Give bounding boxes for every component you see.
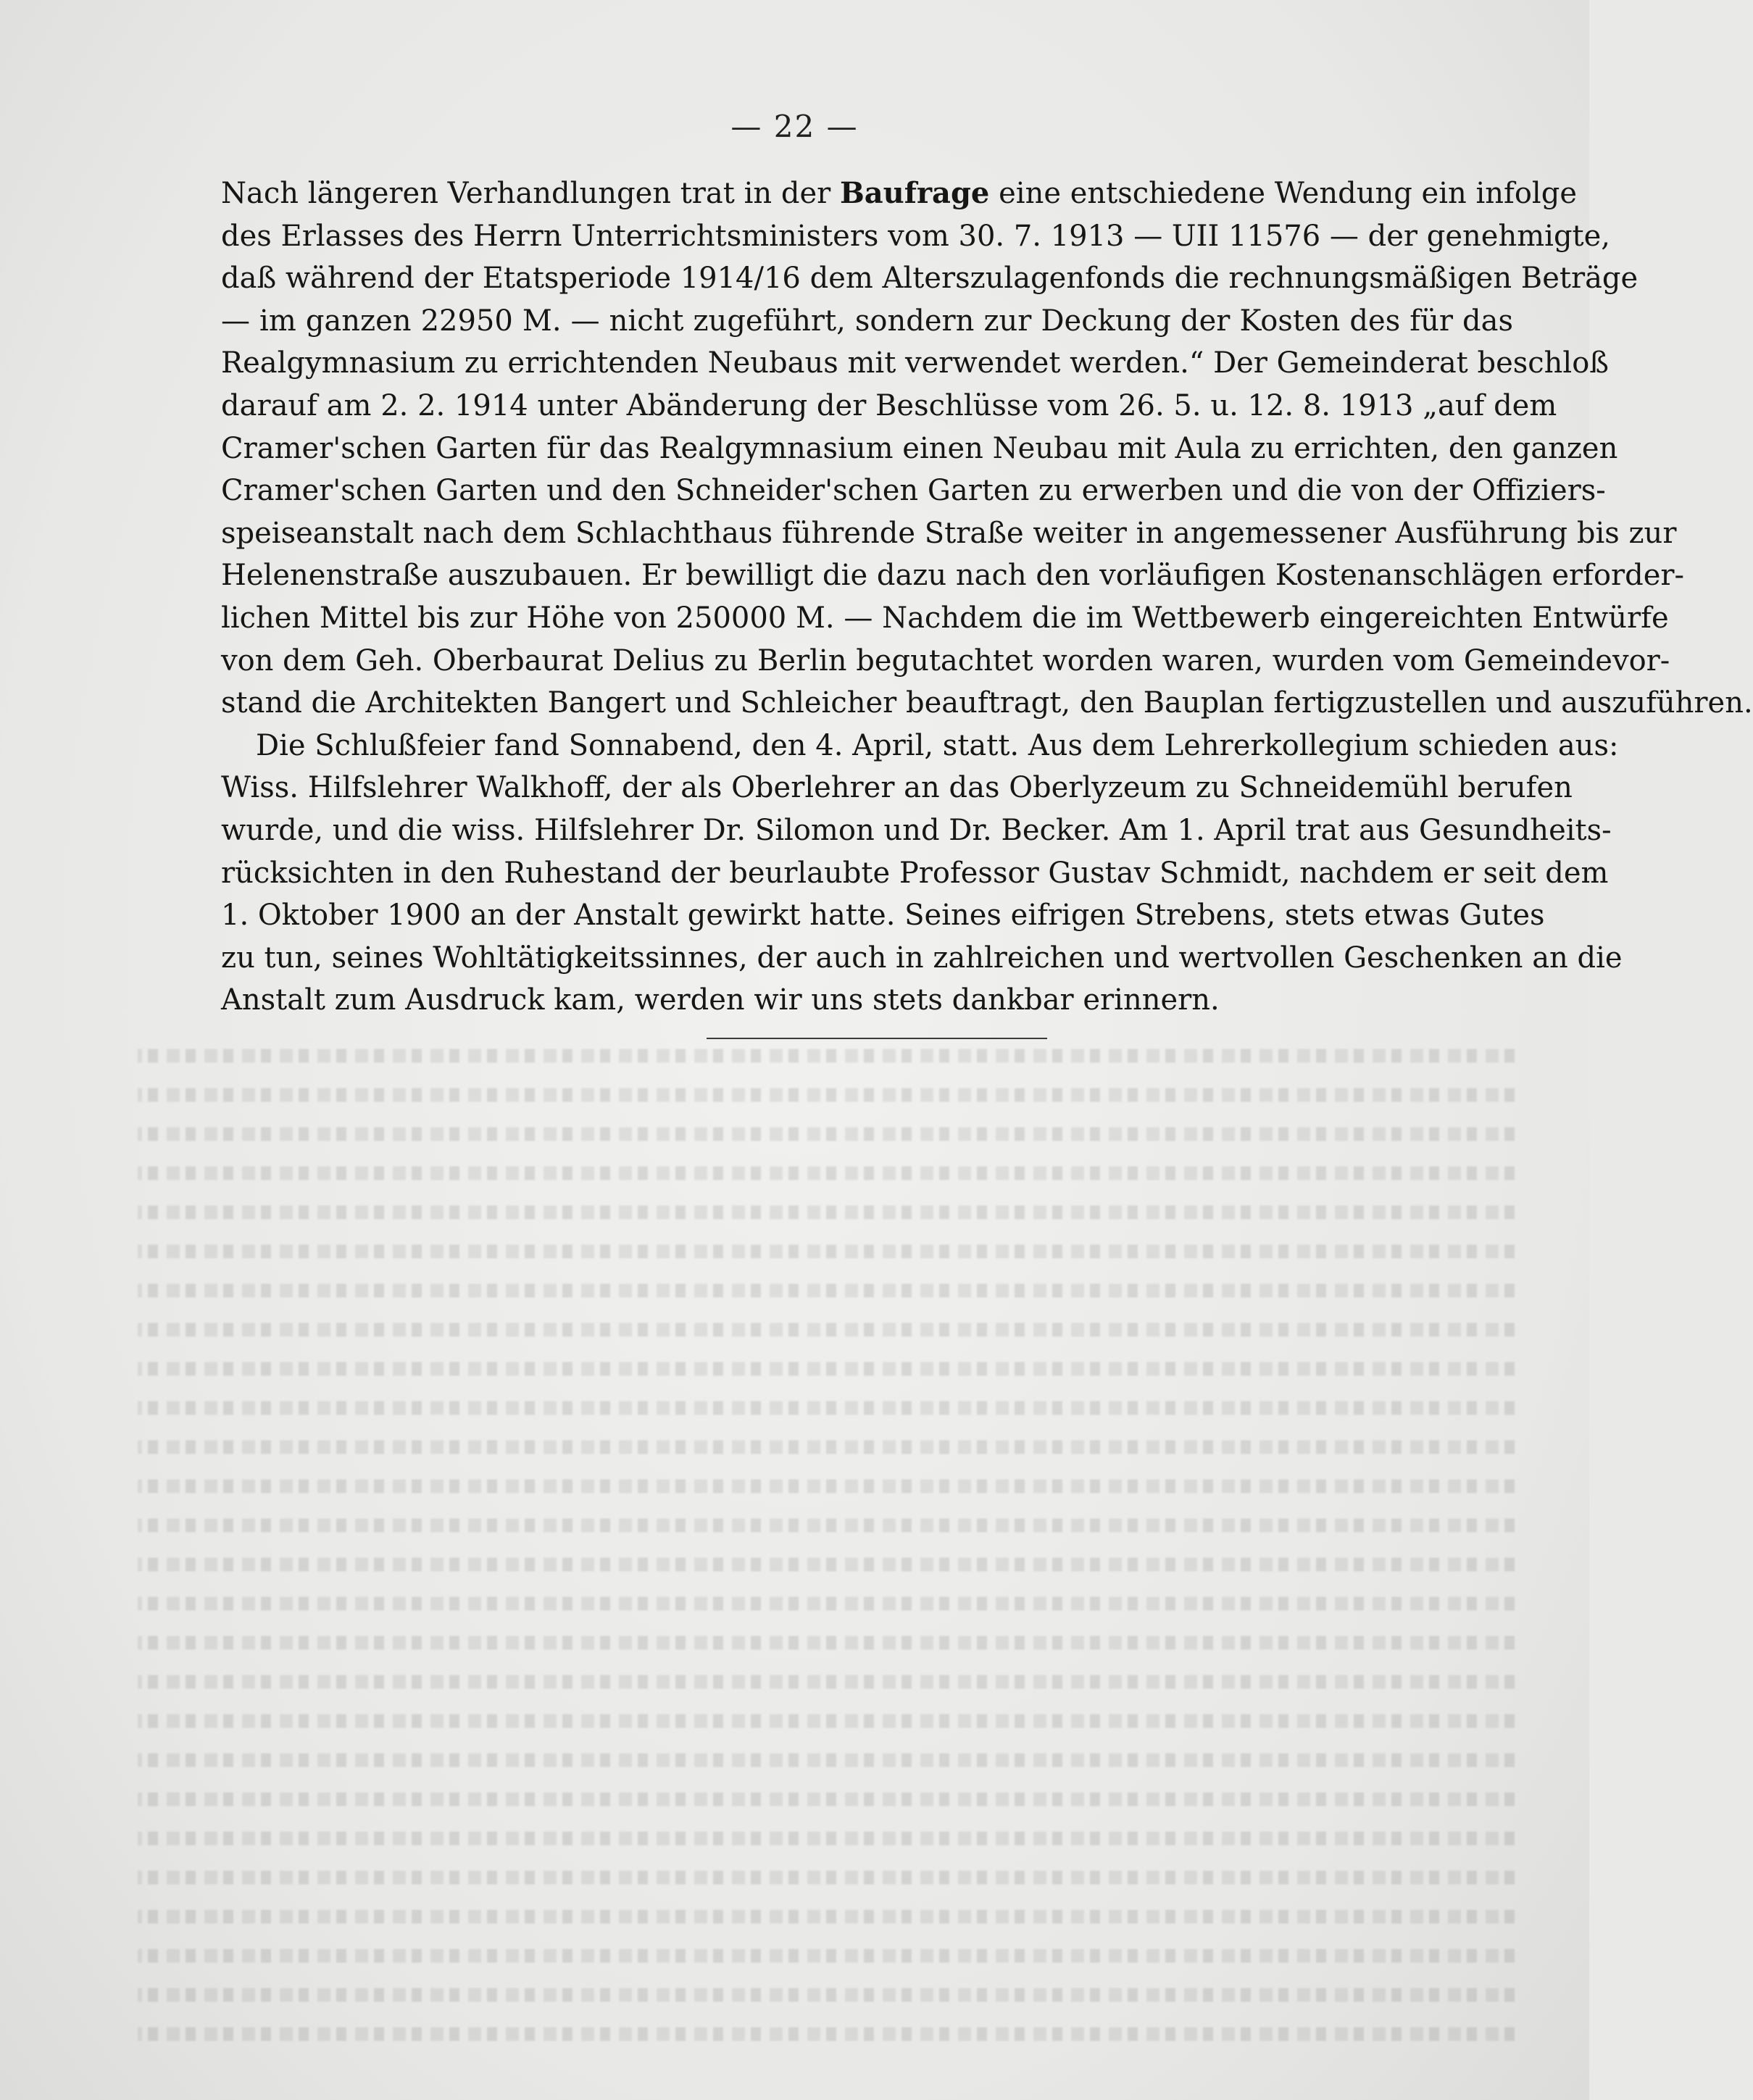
keyword-baufrage: Baufrage	[839, 176, 990, 210]
text-line-final: Anstalt zum Ausdruck kam, werden wir uns stets dankbar erinnern.	[221, 983, 1220, 1017]
text-line: daß während der Etatsperiode 1914/16 dem Alterszulagenfonds die rechnungsmäßigen Beträge	[221, 262, 1639, 296]
text-line-paragraph-start: Die Schlußfeier fand Sonnabend, den 4. April, statt. Aus dem Lehrerkollegium schieden aus:	[256, 728, 1619, 762]
page-number: — 22 —	[730, 109, 859, 144]
text-line	[221, 172, 1577, 215]
text-line: Helenenstraße auszubauen. Er bewilligt die dazu nach den vorläufigen Kostenanschlägen erforder-	[221, 559, 1685, 593]
text-line: wurde, und die wiss. Hilfslehrer Dr. Silomon und Dr. Becker. Am 1. April trat aus Gesundheits-	[221, 813, 1612, 847]
text-line: des Erlasses des Herrn Unterrichtsministers vom 30. 7. 1913 — UII 11576 — der genehmigte,	[221, 219, 1611, 253]
text-line: stand die Architekten Bangert und Schleicher beauftragt, den Bauplan fertigzustellen und auszuführen.	[221, 686, 1753, 720]
text-line: von dem Geh. Oberbaurat Delius zu Berlin begutachtet worden waren, wurden vom Gemeindevor-	[221, 643, 1670, 678]
text-segment: eine entschiedene Wendung ein infolge	[989, 177, 1577, 210]
bleed-through-texture	[138, 1036, 1515, 2065]
text-line: Wiss. Hilfslehrer Walkhoff, der als Oberlehrer an das Oberlyzeum zu Schneidemühl berufen	[221, 771, 1573, 805]
text-line: darauf am 2. 2. 1914 unter Abänderung der Beschlüsse vom 26. 5. u. 12. 8. 1913 „auf dem	[221, 388, 1557, 422]
text-line: Realgymnasium zu errichtenden Neubaus mit verwendet werden.“ Der Gemeinderat beschloß	[221, 346, 1610, 380]
text-line: — im ganzen 22950 M. — nicht zugeführt, sondern zur Deckung der Kosten des für das	[221, 304, 1513, 338]
text-line: speiseanstalt nach dem Schlachthaus führende Straße weiter in angemessener Ausführung bis zur	[221, 516, 1677, 550]
text-line: Cramer'schen Garten und den Schneider'schen Garten zu erwerben und die von der Offiziers-	[221, 474, 1606, 508]
text-line: Cramer'schen Garten für das Realgymnasium einen Neubau mit Aula zu errichten, den ganzen	[221, 431, 1618, 465]
text-segment: Nach längeren Verhandlungen trat in der	[221, 177, 840, 210]
text-line: zu tun, seines Wohltätigkeitssinnes, der auch in zahlreichen und wertvollen Geschenken an die	[221, 941, 1623, 975]
text-line: rücksichten in den Ruhestand der beurlaubte Professor Gustav Schmidt, nachdem er seit dem	[221, 856, 1609, 890]
text-line: lichen Mittel bis zur Höhe von 250000 M. — Nachdem die im Wettbewerb eingereichten Entwürfe	[221, 601, 1669, 635]
text-line: 1. Oktober 1900 an der Anstalt gewirkt hatte. Seines eifrigen Strebens, stets etwas Gutes	[221, 899, 1545, 933]
body-text	[221, 172, 1753, 1022]
